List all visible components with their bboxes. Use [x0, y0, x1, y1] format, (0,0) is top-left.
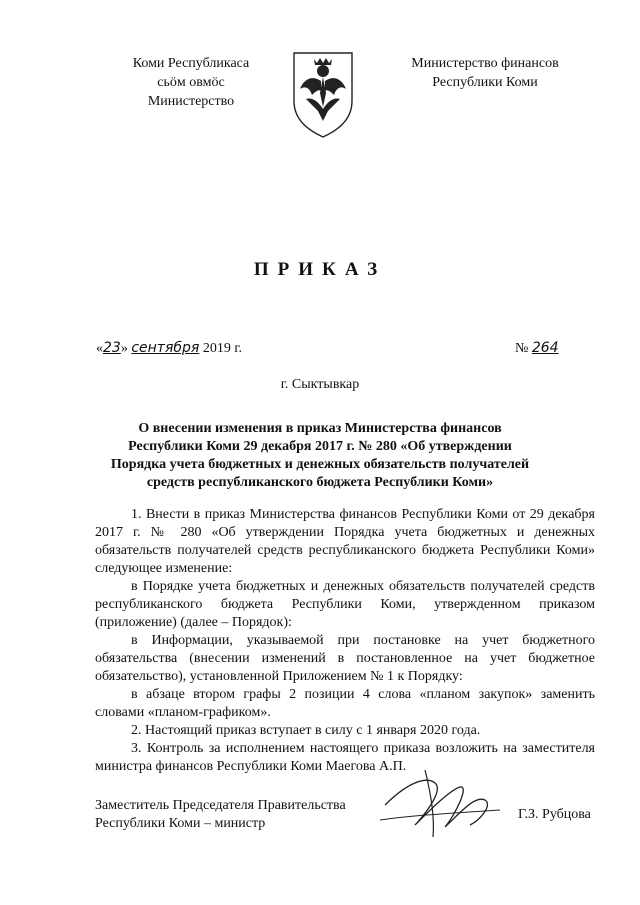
signatory-position: [95, 797, 346, 833]
order-number: [515, 340, 559, 357]
header-right-line-2: Республики Коми: [432, 75, 538, 90]
order-date: «23» сентября 2019 г.: [96, 340, 242, 356]
paragraph-4: в абзаце втором графы 2 позиции 4 слова «планом закупок» заменить словами «планом-графиком».: [95, 687, 595, 720]
signatory-position-line-1: Заместитель Председателя Правительства: [95, 798, 346, 813]
handwritten-signature: [375, 765, 505, 840]
order-body: [95, 506, 595, 776]
signatory-name: Г.З. Рубцова: [518, 807, 591, 822]
date-month: сентября: [131, 340, 200, 356]
number-value: 264: [531, 340, 559, 356]
header-left-block: [96, 54, 286, 111]
signatory-position-line-2: Республики Коми – министр: [95, 816, 266, 831]
number-label: №: [515, 341, 529, 356]
date-year: 2019 г.: [202, 341, 242, 356]
paragraph-2: в Порядке учета бюджетных и денежных обязательств получателей средств республиканского бюджета Республики Коми, утвержденном приказом (приложение) (далее – Порядок):: [95, 579, 595, 630]
paragraph-6: 3. Контроль за исполнением настоящего приказа возложить на заместителя министра финансов Республики Коми Маегова А.П.: [95, 741, 595, 774]
header-left-line-3: Министерство: [147, 94, 235, 109]
paragraph-3: в Информации, указываемой при постановке на учет бюджетного обязательства (внесении изменений в постановленное на учет бюджетное обязательство), установленной Приложением № 1 к Порядку:: [95, 633, 595, 684]
order-subject: О внесении изменения в приказ Министерства финансов Республики Коми 29 декабря 2017 г. № 280 «Об утверждении Порядка учета бюджетных и денежных обязательств получателей средств республиканского бюджета Республики Коми»: [110, 421, 530, 490]
paragraph-1: 1. Внести в приказ Министерства финансов Республики Коми от 29 декабря 2017 г. № 280 «Об утверждении Порядка учета бюджетных и денежных обязательств получателей средств республиканского бюджета Республики Коми» следующее изменение:: [95, 507, 595, 576]
header-right-block: [395, 54, 575, 92]
document-title: ПРИКАЗ: [253, 259, 387, 280]
header-left-line-1: Коми Республикаса: [132, 56, 250, 71]
header-left-line-2: сьӧм овмӧс: [157, 75, 225, 90]
coat-of-arms-icon: [288, 49, 358, 139]
date-day: 23: [103, 340, 121, 356]
header-right-line-1: Министерство финансов: [411, 56, 559, 71]
city: г. Сыктывкар: [280, 377, 360, 392]
paragraph-5: 2. Настоящий приказ вступает в силу с 1 января 2020 года.: [131, 723, 481, 738]
